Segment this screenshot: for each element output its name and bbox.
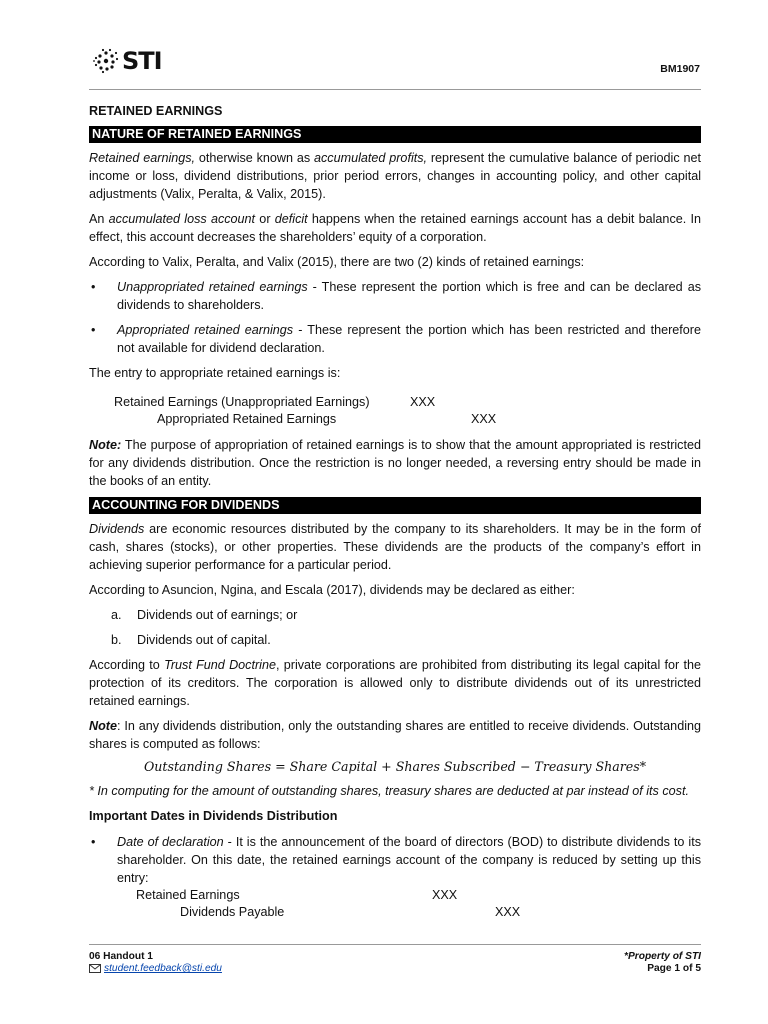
section-heading-nature: NATURE OF RETAINED EARNINGS	[89, 126, 701, 143]
paragraph-trust-fund-doctrine: According to Trust Fund Doctrine, private corporations are prohibited from distributing its legal capital for the protection of its creditors. The corporation is allowed only to distribute dividends out of its unrestricted retained earnings.	[89, 658, 701, 708]
page-title: RETAINED EARNINGS	[89, 104, 223, 118]
credit-amount: XXX	[471, 412, 497, 426]
paragraph-retained-earnings-definition: Retained earnings, otherwise known as accumulated profits, represent the cumulative balance of periodic net income or loss, dividend distributions, prior period errors, changes in accounting policy, and other capital adjustments (Valix, Peralta, & Valix, 2015).	[89, 151, 701, 201]
sti-logo	[92, 46, 162, 76]
header-divider	[89, 89, 701, 90]
paragraph-entry-intro: The entry to appropriate retained earnings is:	[89, 366, 341, 380]
list-item-dividends-capital: b. Dividends out of capital.	[111, 633, 271, 647]
debit-account: Retained Earnings (Unappropriated Earnings)	[114, 395, 370, 409]
page-number: Page 1 of 5	[647, 963, 701, 974]
section-heading-dividends: ACCOUNTING FOR DIVIDENDS	[89, 497, 701, 514]
list-item-appropriated: • Appropriated retained earnings - These represent the portion which has been restricted and therefore not available for dividend declaration.	[91, 323, 701, 355]
paragraph-dividends-definition: Dividends are economic resources distributed by the company to its shareholders. It may be in the form of cash, shares (stocks), or other properties. These dividends are the products of the company’s effort in achieving superior performance for a particular period.	[89, 522, 701, 572]
list-item-dividends-earnings: a. Dividends out of earnings; or	[111, 608, 298, 622]
credit-amount: XXX	[495, 905, 521, 919]
envelope-icon	[89, 964, 101, 973]
property-notice: *Property of STI	[624, 951, 701, 962]
bullet: •	[91, 280, 96, 294]
list-item-unappropriated: • Unappropriated retained earnings - These represent the portion which is free and can be declared as dividends to shareholders.	[91, 280, 701, 312]
journal-entry-appropriation	[89, 394, 701, 428]
term: Retained earnings,	[89, 151, 196, 165]
journal-entry-declaration	[89, 887, 701, 921]
globe-icon	[92, 47, 120, 75]
formula-footnote: * In computing for the amount of outstanding shares, treasury shares are deducted at par instead of its cost.	[89, 784, 689, 798]
footer-divider	[89, 944, 701, 945]
logo-text: STI	[122, 47, 162, 75]
dates-heading: Important Dates in Dividends Distribution	[89, 809, 338, 823]
credit-account: Appropriated Retained Earnings	[157, 412, 337, 426]
outstanding-shares-formula: Outstanding Shares = Share Capital + Shares Subscribed − Treasury Shares*	[143, 759, 647, 774]
paragraph-dividend-types-intro: According to Asuncion, Ngina, and Escala (2017), dividends may be declared as either:	[89, 583, 575, 597]
debit-amount: XXX	[410, 395, 436, 409]
document-code: BM1907	[660, 63, 700, 75]
debit-account: Retained Earnings	[136, 888, 240, 902]
document-body	[89, 102, 701, 921]
handout-label: 06 Handout 1	[89, 951, 153, 962]
paragraph-deficit: An accumulated loss account or deficit happens when the retained earnings account has a debit balance. In effect, this account decreases the shareholders’ equity of a corporation.	[89, 212, 701, 244]
paragraph-kinds-intro: According to Valix, Peralta, and Valix (2015), there are two (2) kinds of retained earnings:	[89, 255, 585, 269]
bullet: •	[91, 323, 96, 337]
feedback-email-link[interactable]: student.feedback@sti.edu	[104, 963, 222, 974]
note-appropriation: Note: The purpose of appropriation of retained earnings is to show that the amount appropriated is restricted for any dividends distribution. Once the restriction is no longer needed, a reversing entry should be made in the books of an entity.	[89, 438, 701, 488]
credit-account: Dividends Payable	[180, 905, 285, 919]
note-outstanding-shares: Note: In any dividends distribution, only the outstanding shares are entitled to receive dividends. Outstanding shares is computed as follows:	[89, 719, 701, 751]
debit-amount: XXX	[432, 888, 458, 902]
list-item-date-of-declaration: • Date of declaration - It is the announcement of the board of directors (BOD) to distribute dividends to its shareholder. On this date, the retained earnings account of the company is reduced by setting up this entry:	[91, 835, 701, 885]
